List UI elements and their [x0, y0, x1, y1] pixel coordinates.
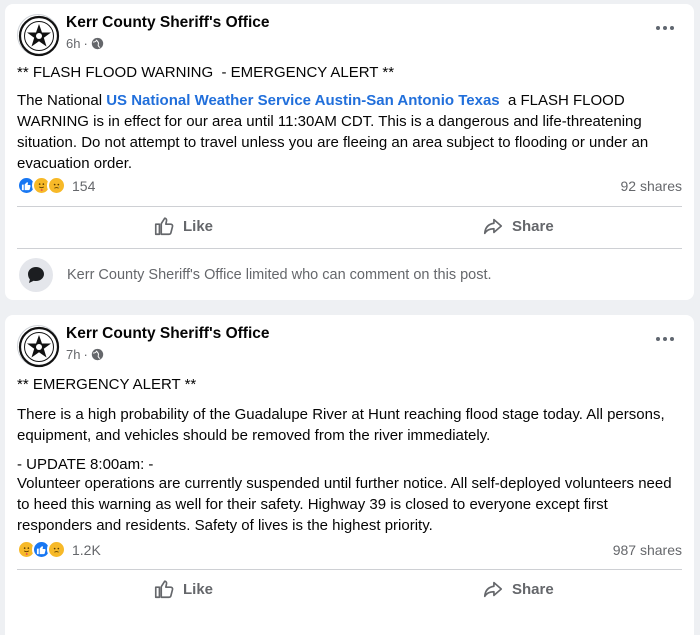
- post-time[interactable]: 7h: [66, 347, 81, 362]
- share-button[interactable]: [482, 578, 554, 600]
- post-time[interactable]: 6h: [66, 36, 81, 51]
- like-button[interactable]: [153, 578, 213, 600]
- dot-icon: [670, 26, 674, 30]
- post-author[interactable]: Kerr County Sheriff's Office: [66, 325, 270, 342]
- avatar[interactable]: [17, 325, 59, 367]
- avatar[interactable]: [17, 14, 59, 56]
- share-count[interactable]: 987 shares: [612, 542, 682, 558]
- share-count[interactable]: 92 shares: [620, 178, 682, 194]
- divider: [17, 569, 682, 570]
- post-card: [5, 4, 694, 300]
- reaction-summary[interactable]: [17, 176, 95, 195]
- divider: [17, 248, 682, 249]
- weather-service-link[interactable]: US National Weather Service Austin-San Antonio Texas: [106, 92, 500, 109]
- sad-reaction-icon: [47, 176, 66, 195]
- post-headline: ** FLASH FLOOD WARNING - EMERGENCY ALERT **: [17, 64, 395, 81]
- body-text-end: a FLASH FLOOD WARNING is in effect for our area until 11:30AM CDT. This is a dangerous and life-threatening situation. Do not attempt to travel unless you are fleeing an area subject to flooding or under an evacuation order.: [17, 92, 653, 172]
- post-meta: [66, 347, 104, 362]
- post-paragraph: Volunteer operations are currently suspended until further notice. All self-deployed volunteers need to heed this warning as well for their safety. Highway 39 is closed to everyone except first responders and residents. Safety of lives is the highest priority.: [17, 475, 676, 534]
- post-author[interactable]: Kerr County Sheriff's Office: [66, 14, 270, 31]
- meta-separator: ·: [83, 36, 88, 51]
- update-label: - UPDATE 8:00am: -: [17, 456, 154, 473]
- post-meta: [66, 36, 104, 51]
- reaction-count: 1.2K: [72, 541, 101, 558]
- post-card: [5, 315, 694, 635]
- comment-bubble-icon: [19, 258, 53, 292]
- comment-restriction-text: Kerr County Sheriff's Office limited who can comment on this post.: [67, 267, 492, 283]
- sad-reaction-icon: [47, 540, 66, 559]
- post-headline: ** EMERGENCY ALERT **: [17, 376, 197, 393]
- share-label: Share: [512, 217, 554, 235]
- more-options-button[interactable]: [654, 331, 676, 347]
- globe-icon: [91, 348, 104, 361]
- sheriff-badge-icon: [18, 15, 60, 57]
- dot-icon: [663, 337, 667, 341]
- globe-icon: [91, 37, 104, 50]
- share-label: Share: [512, 580, 554, 598]
- body-text-start: The National: [17, 92, 107, 109]
- divider: [17, 206, 682, 207]
- dot-icon: [656, 337, 660, 341]
- reaction-count: 154: [72, 177, 96, 194]
- comment-restriction: [19, 258, 492, 292]
- sheriff-badge-icon: [18, 326, 60, 368]
- post-body: [17, 90, 682, 174]
- like-label: Like: [183, 580, 214, 598]
- thumbs-up-icon: [153, 215, 175, 237]
- thumbs-up-icon: [153, 578, 175, 600]
- dot-icon: [670, 337, 674, 341]
- like-button[interactable]: [153, 215, 213, 237]
- dot-icon: [656, 26, 660, 30]
- more-options-button[interactable]: [654, 20, 676, 36]
- share-icon: [482, 215, 504, 237]
- meta-separator: ·: [83, 347, 88, 362]
- share-icon: [482, 578, 504, 600]
- dot-icon: [663, 26, 667, 30]
- share-button[interactable]: [482, 215, 554, 237]
- reaction-summary[interactable]: [17, 540, 101, 559]
- like-label: Like: [183, 217, 214, 235]
- post-paragraph: There is a high probability of the Guadalupe River at Hunt reaching flood stage today. All persons, equipment, and vehicles should be removed from the river immediately.: [17, 406, 669, 444]
